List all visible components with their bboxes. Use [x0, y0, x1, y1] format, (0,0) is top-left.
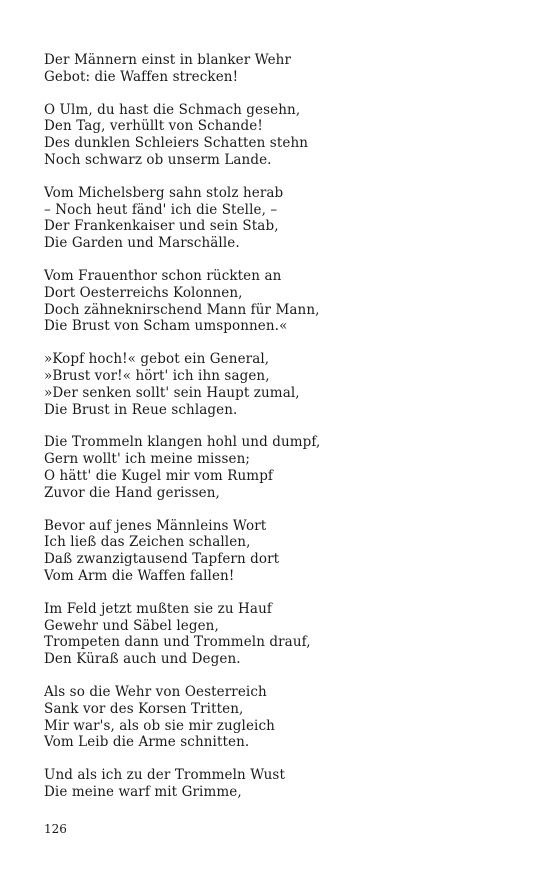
- poem-line: Zuvor die Hand gerissen,: [44, 484, 220, 501]
- poem-line: Und als ich zu der Trommeln Wust: [44, 767, 285, 784]
- stanza: [44, 767, 514, 801]
- poem-line: Den Küraß auch und Degen.: [44, 651, 241, 668]
- poem-line: Vom Michelsberg sahn stolz herab: [44, 184, 284, 201]
- poem-line: Vom Frauenthor schon rückten an: [44, 267, 282, 284]
- poem-line: – Noch heut fänd' ich die Stelle, –: [44, 201, 278, 218]
- poem-line: »Der senken sollt' sein Haupt zumal,: [44, 384, 300, 401]
- poem-line: Gebot: die Waffen strecken!: [44, 68, 239, 85]
- poem-line: Trompeten dann und Trommeln drauf,: [44, 634, 311, 651]
- poem-line: Des dunklen Schleiers Schatten stehn: [44, 135, 309, 152]
- poem-line: Ich ließ das Zeichen schallen,: [44, 534, 251, 551]
- poem-line: »Kopf hoch!« gebot ein General,: [44, 351, 270, 368]
- poem-line: Sank vor des Korsen Tritten,: [44, 700, 244, 717]
- poem-line: Den Tag, verhüllt von Schande!: [44, 118, 263, 135]
- poem-line: Noch schwarz ob unserm Lande.: [44, 151, 272, 168]
- stanza: [44, 601, 514, 668]
- poem-line: Die meine warf mit Grimme,: [44, 783, 242, 800]
- stanza: [44, 185, 514, 252]
- poem-line: Der Männern einst in blanker Wehr: [44, 52, 292, 68]
- stanza: [44, 351, 514, 418]
- poem-line: Die Brust von Scham umsponnen.«: [44, 318, 288, 335]
- poem-line: Dort Oesterreichs Kolonnen,: [44, 284, 243, 301]
- stanza: [44, 684, 514, 751]
- poem-line: Mir war's, als ob sie mir zugleich: [44, 717, 275, 734]
- stanza: [44, 434, 514, 501]
- stanza: [44, 518, 514, 585]
- poem-line: Gewehr und Säbel legen,: [44, 617, 219, 634]
- poem-line: Die Garden und Marschälle.: [44, 235, 240, 252]
- poem-line: Gern wollt' ich meine missen;: [44, 451, 251, 468]
- poem-line: Die Brust in Reue schlagen.: [44, 401, 238, 418]
- poem-line: Im Feld jetzt mußten sie zu Hauf: [44, 600, 272, 617]
- poem-line: Bevor auf jenes Männleins Wort: [44, 517, 267, 534]
- poem-line: »Brust vor!« hört' ich ihn sagen,: [44, 367, 270, 384]
- poem-line: Die Trommeln klangen hohl und dumpf,: [44, 434, 321, 451]
- stanza: [44, 102, 514, 169]
- stanza: [44, 52, 514, 86]
- poem-line: Vom Leib die Arme schnitten.: [44, 734, 250, 751]
- poem-line: Vom Arm die Waffen fallen!: [44, 567, 235, 584]
- poem-line: O Ulm, du hast die Schmach gesehn,: [44, 101, 301, 118]
- page-number: 126: [44, 822, 67, 836]
- poem-line: O hätt' die Kugel mir vom Rumpf: [44, 467, 274, 484]
- poem-line: Als so die Wehr von Oesterreich: [44, 683, 267, 700]
- poem-line: Daß zwanzigtausend Tapfern dort: [44, 551, 280, 568]
- poem-text: [44, 52, 514, 817]
- poem-line: Der Frankenkaiser und sein Stab,: [44, 218, 279, 235]
- poem-line: Doch zähneknirschend Mann für Mann,: [44, 301, 320, 318]
- stanza: [44, 268, 514, 335]
